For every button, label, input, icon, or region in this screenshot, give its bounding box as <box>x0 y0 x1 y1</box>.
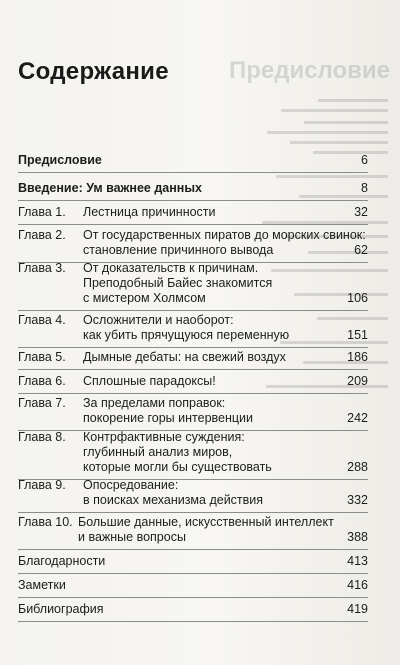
toc-divider <box>18 172 368 173</box>
toc-divider <box>18 347 368 348</box>
show-through-line <box>290 141 388 144</box>
toc-page-number: 242 <box>347 411 368 425</box>
toc-page-number: 413 <box>347 554 368 568</box>
toc-entry[interactable] <box>18 228 368 258</box>
toc-entry-title: Библиография <box>18 602 104 616</box>
toc-entry[interactable] <box>18 153 368 168</box>
toc-entry[interactable] <box>18 602 368 617</box>
toc-divider <box>18 549 368 550</box>
toc-entry-title: как убить прячущуюся переменную <box>83 328 290 342</box>
toc-divider <box>18 597 368 598</box>
toc-entry-title: Осложнители и наоборот: <box>83 313 234 327</box>
toc-divider <box>18 200 368 201</box>
toc-entry-title: Благодарности <box>18 554 106 568</box>
toc-divider <box>18 310 368 311</box>
toc-page-number: 416 <box>347 578 368 592</box>
show-through-heading: Предисловие <box>228 57 390 84</box>
toc-entry-title: Большие данные, искусственный интеллект <box>78 515 334 529</box>
toc-entry-title: Преподобный Байес знакомится <box>83 276 273 290</box>
toc-entry[interactable] <box>18 578 368 593</box>
toc-page-number: 151 <box>347 328 368 342</box>
toc-chapter-number: Глава 7. <box>18 396 66 410</box>
toc-entry-title: За пределами поправок: <box>83 396 226 410</box>
toc-divider <box>18 512 368 513</box>
toc-entry-title: Дымные дебаты: на свежий воздух <box>83 350 286 364</box>
toc-page-number: 6 <box>361 153 368 167</box>
toc-chapter-number: Глава 10. <box>18 515 73 529</box>
toc-entry-title: Сплошные парадоксы! <box>83 374 216 388</box>
toc-entry[interactable] <box>18 554 368 569</box>
toc-entry-title: Лестница причинности <box>83 205 216 219</box>
toc-page-number: 288 <box>347 460 368 474</box>
page-title: Содержание <box>18 58 169 85</box>
toc-entry[interactable] <box>18 350 368 365</box>
show-through-line <box>318 99 388 102</box>
show-through-line <box>304 121 388 124</box>
show-through-line <box>276 175 388 178</box>
toc-page-number: 8 <box>361 181 368 195</box>
toc-chapter-number: Глава 4. <box>18 313 66 327</box>
toc-entry[interactable] <box>18 478 368 508</box>
toc-entry[interactable] <box>18 181 368 196</box>
toc-chapter-number: Глава 2. <box>18 228 66 242</box>
show-through-line <box>267 131 388 134</box>
toc-entry[interactable] <box>18 430 368 475</box>
toc-page-number: 419 <box>347 602 368 616</box>
toc-entry-title: глубинный анализ миров, <box>83 445 233 459</box>
show-through-line <box>281 109 388 112</box>
toc-entry-title: Предисловие <box>18 153 102 167</box>
toc-divider <box>18 224 368 225</box>
toc-divider <box>18 393 368 394</box>
toc-entry-title: с мистером Холмсом <box>83 291 206 305</box>
toc-entry-title: Контрфактивные суждения: <box>83 430 245 444</box>
toc-chapter-number: Глава 9. <box>18 478 66 492</box>
toc-entry[interactable] <box>18 396 368 426</box>
toc-entry-title: От доказательств к причинам. <box>83 261 259 275</box>
toc-divider <box>18 573 368 574</box>
toc-entry-title: Заметки <box>18 578 66 592</box>
toc-entry[interactable] <box>18 515 368 545</box>
toc-chapter-number: Глава 3. <box>18 261 66 275</box>
toc-divider <box>18 621 368 622</box>
toc-page-number: 106 <box>347 291 368 305</box>
toc-divider <box>18 369 368 370</box>
toc-chapter-number: Глава 1. <box>18 205 66 219</box>
toc-entry-title: и важные вопросы <box>78 530 186 544</box>
toc-entry-title: Опосредование: <box>83 478 179 492</box>
toc-page-number: 388 <box>347 530 368 544</box>
toc-entry[interactable] <box>18 374 368 389</box>
toc-chapter-number: Глава 5. <box>18 350 66 364</box>
toc-entry-title: в поисках механизма действия <box>83 493 264 507</box>
toc-page-number: 32 <box>354 205 368 219</box>
toc-entry-title: становление причинного вывода <box>83 243 274 257</box>
toc-entry-title: Введение: Ум важнее данных <box>18 181 202 195</box>
toc-chapter-number: Глава 8. <box>18 430 66 444</box>
toc-entry-title: От государственных пиратов до морских свинок: <box>83 228 366 242</box>
toc-page-number: 186 <box>347 350 368 364</box>
toc-entry-title: покорение горы интервенции <box>83 411 253 425</box>
toc-page-number: 209 <box>347 374 368 388</box>
toc-page-number: 332 <box>347 493 368 507</box>
toc-entry-title: которые могли бы существовать <box>83 460 272 474</box>
toc-chapter-number: Глава 6. <box>18 374 66 388</box>
toc-entry[interactable] <box>18 313 368 343</box>
toc-entry[interactable] <box>18 261 368 306</box>
toc-entry[interactable] <box>18 205 368 220</box>
toc-page-number: 62 <box>354 243 368 257</box>
